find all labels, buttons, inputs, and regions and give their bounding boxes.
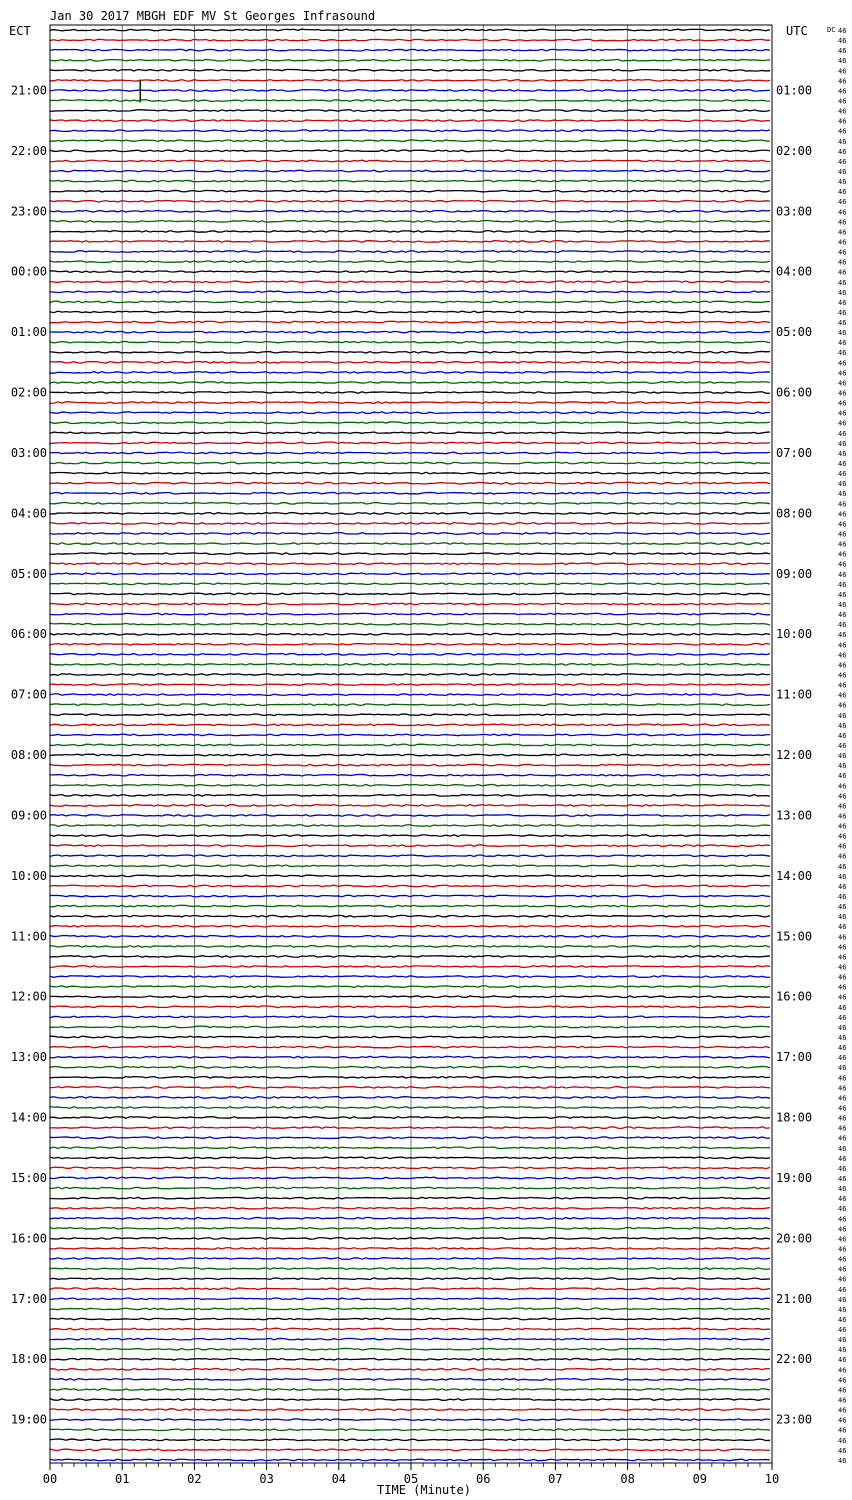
trace-scale-label: 46	[838, 278, 847, 287]
utc-hour-label: 14:00	[776, 868, 813, 883]
trace-scale-label: 46	[838, 510, 847, 519]
trace-scale-label: 46	[838, 439, 847, 448]
trace-scale-label: 46	[838, 298, 847, 307]
utc-hour-label: 22:00	[776, 1352, 813, 1367]
x-tick-label: 00	[42, 1472, 58, 1486]
ect-hour-label: 16:00	[10, 1231, 47, 1246]
trace-scale-label: 46	[838, 943, 847, 952]
trace-scale-label: 46	[838, 218, 847, 227]
trace-scale-label: 46	[838, 1406, 847, 1415]
trace-scale-label: 46	[838, 1315, 847, 1324]
utc-hour-label: 05:00	[776, 325, 813, 340]
trace-scale-label: 46	[838, 47, 847, 56]
trace-scale-label: 46	[838, 1154, 847, 1163]
utc-hour-label: 16:00	[776, 989, 813, 1004]
ect-hour-label: 23:00	[10, 204, 47, 219]
trace-scale-label: 46	[838, 832, 847, 841]
trace-scale-label: 46	[838, 117, 847, 126]
trace-scale-label: 46	[838, 540, 847, 549]
trace-scale-label: 46	[838, 409, 847, 418]
utc-hour-label: 19:00	[776, 1170, 813, 1185]
utc-hour-label: 13:00	[776, 808, 813, 823]
trace-scale-label: 46	[838, 691, 847, 700]
trace-scale-label: 46	[838, 470, 847, 479]
trace-scale-label: 46	[838, 752, 847, 761]
x-tick-label: 08	[620, 1472, 635, 1486]
trace-scale-label: 46	[838, 923, 847, 932]
trace-scale-label: 46	[838, 1104, 847, 1113]
ect-hour-label: 22:00	[10, 143, 47, 158]
trace-scale-label: 46	[838, 399, 847, 408]
trace-scale-label: 46	[838, 1326, 847, 1335]
trace-scale-label: 46	[838, 762, 847, 771]
ect-hour-label: 03:00	[10, 445, 47, 460]
trace-scale-label: 46	[838, 1124, 847, 1133]
trace-scale-label: 46	[838, 288, 847, 297]
trace-scale-label: 46	[838, 520, 847, 529]
trace-scale-label: 46	[838, 1275, 847, 1284]
trace-scale-label: 46	[838, 97, 847, 106]
trace-scale-label: 46	[838, 1054, 847, 1063]
trace-scale-label: 46	[838, 862, 847, 871]
trace-scale-label: 46	[838, 1134, 847, 1143]
trace-scale-label: 46	[838, 308, 847, 317]
trace-scale-label: 46	[838, 379, 847, 388]
trace-scale-labels	[838, 27, 846, 1465]
trace-scale-label: 46	[838, 480, 847, 489]
trace-scale-label: 46	[838, 893, 847, 902]
utc-hour-label: 20:00	[776, 1231, 813, 1246]
trace-scale-label: 46	[838, 530, 847, 539]
x-tick-label: 09	[692, 1472, 708, 1486]
trace-scale-label: 46	[838, 953, 847, 962]
ect-hour-label: 09:00	[10, 808, 47, 823]
trace-scale-label: 46	[838, 268, 847, 277]
trace-scale-label: 46	[838, 248, 847, 257]
trace-scale-label: 46	[838, 67, 847, 76]
trace-scale-label: 46	[838, 27, 847, 35]
trace-scale-label: 46	[838, 339, 847, 348]
trace-scale-label: 46	[838, 37, 847, 46]
trace-scale-label: 46	[838, 258, 847, 267]
x-tick-label: 03	[259, 1472, 274, 1486]
trace-scale-label: 46	[838, 973, 847, 982]
trace-scale-label: 46	[838, 1094, 847, 1103]
utc-hour-label: 18:00	[776, 1110, 813, 1125]
ect-hour-label: 04:00	[10, 506, 47, 521]
trace-scale-label: 46	[838, 1144, 847, 1153]
trace-scale-label: 46	[838, 1346, 847, 1355]
trace-scale-label: 46	[838, 671, 847, 680]
trace-scale-label: 46	[838, 570, 847, 579]
trace-scale-label: 46	[838, 882, 847, 891]
ect-hour-label: 06:00	[10, 627, 47, 642]
trace-scale-label: 46	[838, 741, 847, 750]
ect-hour-label: 18:00	[10, 1352, 47, 1367]
x-tick-label: 04	[331, 1472, 347, 1486]
trace-scale-label: 46	[838, 1215, 847, 1224]
trace-scale-label: 46	[838, 1356, 847, 1365]
x-tick-label: 01	[114, 1472, 130, 1486]
trace-scale-label: 46	[838, 1114, 847, 1123]
trace-scale-label: 46	[838, 1265, 847, 1274]
trace-scale-label: 46	[838, 369, 847, 378]
trace-scale-label: 46	[838, 1416, 847, 1425]
trace-scale-label: 46	[838, 772, 847, 781]
utc-hour-label: 07:00	[776, 445, 813, 460]
ect-hour-label: 01:00	[10, 325, 47, 340]
trace-scale-label: 46	[838, 681, 847, 690]
x-tick-label: 07	[548, 1472, 563, 1486]
trace-scale-label: 46	[838, 208, 847, 217]
trace-scale-label: 46	[838, 550, 847, 559]
trace-scale-label: 46	[838, 319, 847, 328]
utc-hour-label: 01:00	[776, 83, 813, 98]
trace-scale-label: 46	[838, 449, 847, 458]
x-tick-label: 05	[403, 1472, 419, 1486]
trace-scale-label: 46	[838, 903, 847, 912]
trace-scale-label: 46	[838, 228, 847, 237]
ect-hour-label: 19:00	[10, 1412, 47, 1427]
trace-scale-label: 46	[838, 1285, 847, 1294]
trace-scale-label: 46	[838, 1164, 847, 1173]
trace-scale-label: 46	[838, 77, 847, 86]
trace-scale-label: 46	[838, 711, 847, 720]
trace-scale-label: 46	[838, 349, 847, 358]
trace-scale-label: 46	[838, 993, 847, 1002]
trace-scale-label: 46	[838, 792, 847, 801]
trace-scale-label: 46	[838, 641, 847, 650]
trace-scale-label: 46	[838, 812, 847, 821]
trace-scale-label: 46	[838, 1386, 847, 1395]
ect-hour-label: 11:00	[10, 929, 47, 944]
trace-scale-label: 46	[838, 1044, 847, 1053]
trace-scale-label: 46	[838, 157, 847, 166]
ect-hour-label: 17:00	[10, 1291, 47, 1306]
trace-scale-label: 46	[838, 1003, 847, 1012]
trace-scale-label: 46	[838, 419, 847, 428]
trace-scale-label: 46	[838, 500, 847, 509]
utc-hour-label: 09:00	[776, 566, 813, 581]
trace-scale-label: 46	[838, 872, 847, 881]
trace-scale-label: 46	[838, 661, 847, 670]
trace-scale-label: 46	[838, 57, 847, 66]
trace-scale-label: 46	[838, 389, 847, 398]
trace-scale-label: 46	[838, 933, 847, 942]
trace-line	[50, 372, 770, 374]
x-tick-label: 10	[764, 1472, 780, 1486]
utc-hour-label: 03:00	[776, 204, 813, 219]
utc-hour-label: 17:00	[776, 1050, 813, 1065]
utc-hour-label: 10:00	[776, 627, 813, 642]
trace-scale-label: 46	[838, 1436, 847, 1445]
ect-hour-label: 08:00	[10, 748, 47, 763]
trace-scale-label: 46	[838, 1245, 847, 1254]
scale-header: DC	[827, 26, 836, 34]
trace-scale-label: 46	[838, 802, 847, 811]
trace-scale-label: 46	[838, 137, 847, 146]
trace-scale-label: 46	[838, 1456, 847, 1465]
trace-scale-label: 46	[838, 329, 847, 338]
trace-scale-label: 46	[838, 107, 847, 116]
trace-scale-label: 46	[838, 490, 847, 499]
utc-hour-label: 08:00	[776, 506, 813, 521]
trace-scale-label: 46	[838, 590, 847, 599]
trace-scale-label: 46	[838, 963, 847, 972]
utc-hour-label: 04:00	[776, 264, 813, 279]
trace-scale-label: 46	[838, 1205, 847, 1214]
trace-scale-label: 46	[838, 1013, 847, 1022]
trace-scale-label: 46	[838, 1295, 847, 1304]
trace-scale-label: 46	[838, 167, 847, 176]
utc-hour-label: 15:00	[776, 929, 813, 944]
trace-scale-label: 46	[838, 460, 847, 469]
trace-scale-label: 46	[838, 1446, 847, 1455]
trace-scale-label: 46	[838, 1023, 847, 1032]
trace-scale-label: 46	[838, 1074, 847, 1083]
utc-hour-label: 12:00	[776, 748, 813, 763]
trace-scale-label: 46	[838, 1195, 847, 1204]
trace-scale-label: 46	[838, 1185, 847, 1194]
ect-hour-label: 21:00	[10, 83, 47, 98]
trace-scale-label: 46	[838, 600, 847, 609]
trace-scale-label: 46	[838, 1034, 847, 1042]
trace-scale-label: 46	[838, 87, 847, 96]
trace-scale-label: 46	[838, 1426, 847, 1435]
trace-scale-label: 46	[838, 621, 847, 630]
trace-scale-label: 46	[838, 359, 847, 368]
trace-scale-label: 46	[838, 188, 847, 197]
trace-scale-label: 46	[838, 631, 847, 640]
x-axis-label: TIME (Minute)	[377, 1483, 471, 1497]
trace-scale-label: 46	[838, 238, 847, 247]
trace-scale-label: 46	[838, 721, 847, 730]
trace-scale-label: 46	[838, 913, 847, 922]
ect-hour-label: 00:00	[10, 264, 47, 279]
trace-scale-label: 46	[838, 560, 847, 569]
trace-scale-label: 46	[838, 580, 847, 589]
left-axis-label: ECT	[9, 24, 31, 38]
trace-scale-label: 46	[838, 611, 847, 620]
utc-hour-label: 02:00	[776, 143, 813, 158]
trace-scale-label: 46	[838, 822, 847, 831]
x-tick-label: 06	[475, 1472, 491, 1486]
chart-title: Jan 30 2017 MBGH EDF MV St Georges Infrasound	[50, 9, 376, 23]
x-tick-label: 02	[187, 1472, 202, 1486]
trace-scale-label: 46	[838, 127, 847, 136]
ect-hour-label: 13:00	[10, 1050, 47, 1065]
trace-scale-label: 46	[838, 1255, 847, 1264]
trace-scale-label: 46	[838, 178, 847, 187]
ect-hour-label: 02:00	[10, 385, 47, 400]
trace-scale-label: 46	[838, 701, 847, 710]
trace-scale-label: 46	[838, 1225, 847, 1234]
trace-scale-label: 46	[838, 1376, 847, 1385]
ect-hour-label: 07:00	[10, 687, 47, 702]
trace-scale-label: 46	[838, 1305, 847, 1314]
trace-scale-label: 46	[838, 731, 847, 740]
ect-hour-label: 14:00	[10, 1110, 47, 1125]
ect-hour-label: 05:00	[10, 566, 47, 581]
utc-hour-label: 21:00	[776, 1291, 813, 1306]
trace-scale-label: 46	[838, 198, 847, 207]
trace-scale-label: 46	[838, 1064, 847, 1073]
trace-scale-label: 46	[838, 1336, 847, 1345]
trace-scale-label: 46	[838, 983, 847, 992]
trace-scale-label: 46	[838, 842, 847, 851]
ect-hour-label: 15:00	[10, 1170, 47, 1185]
trace-scale-label: 46	[838, 429, 847, 438]
utc-hour-label: 06:00	[776, 385, 813, 400]
ect-hour-label: 10:00	[10, 868, 47, 883]
trace-scale-label: 46	[838, 1084, 847, 1093]
trace-scale-label: 46	[838, 1174, 847, 1183]
trace-scale-label: 46	[838, 782, 847, 791]
trace-scale-label: 46	[838, 852, 847, 861]
trace-scale-label: 46	[838, 1235, 847, 1244]
utc-hour-label: 23:00	[776, 1412, 813, 1427]
trace-scale-label: 46	[838, 651, 847, 660]
trace-scale-label: 46	[838, 1396, 847, 1405]
right-axis-label: UTC	[786, 24, 808, 38]
trace-scale-label: 46	[838, 1366, 847, 1375]
ect-hour-label: 12:00	[10, 989, 47, 1004]
utc-hour-label: 11:00	[776, 687, 813, 702]
trace-scale-label: 46	[838, 147, 847, 156]
